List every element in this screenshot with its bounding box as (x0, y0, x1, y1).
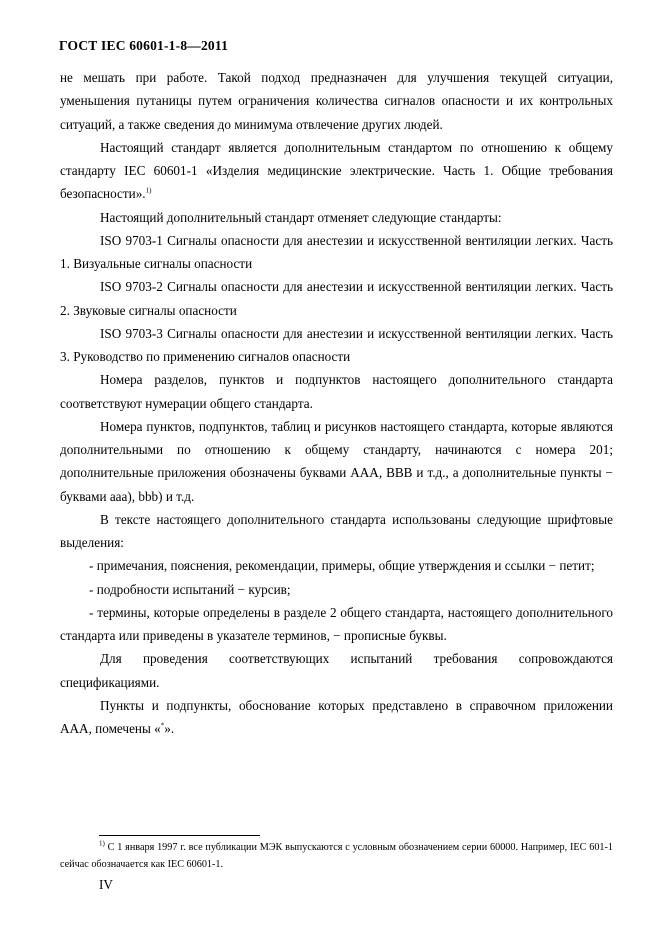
paragraph: Настоящий дополнительный стандарт отменяет следующие стандарты: (100, 209, 502, 225)
paragraph: Пункты и подпункты, обоснование которых представлено в справочном приложении ААА, помечены «*». (60, 697, 613, 736)
paragraph: Настоящий стандарт является дополнительным стандартом по отношению к общему стандарту IEC 60601-1 «Изделия медицинские электрические. Часть 1. Общие требования безопасности».$^{1)}$ (60, 139, 613, 202)
paragraph: Для проведения соответствующих испытаний требования сопровождаются спецификациями. (60, 651, 613, 690)
paragraph: не мешать при работе. Такой подход предназначен для улучшения текущей ситуации, уменьшения путаницы путем ограничения количества сигналов опасности и их контрольных ситуаций, а также сведения до минимума отвлечение других людей. (60, 70, 613, 132)
asterisk-marker: * (160, 721, 165, 730)
paragraph: ISO 9703-2 Сигналы опасности для анестезии и искусственной вентиляции легких. Часть 2. Звуковые сигналы опасности (60, 279, 613, 318)
footnote-separator (99, 835, 260, 836)
paragraph: Номера разделов, пунктов и подпунктов настоящего дополнительного стандарта соответствуют нумерации общего стандарта. (60, 372, 613, 411)
paragraph: В тексте настоящего дополнительного стандарта использованы следующие шрифтовые выделения: (60, 511, 613, 550)
list-item: - подробности испытаний − курсив; (89, 581, 291, 597)
footnote-marker: 1) (99, 839, 105, 848)
paragraph: Номера пунктов, подпунктов, таблиц и рисунков настоящего стандарта, которые являются дополнительными по отношению к общему стандарту, начинаются с номера 201; дополнительные приложения обозначены буквами ААА, ВВВ и т.д., а дополнительные пункты − буквами ааа), bbb) и т.д. (60, 418, 613, 504)
list-item: - примечания, пояснения, рекомендации, примеры, общие утверждения и ссылки − петит; (89, 558, 595, 574)
footnote (60, 839, 613, 873)
footnote-text: С 1 января 1997 г. все публикации МЭК выпускаются с условным обозначением серии 60000. Например, IEC 601-1 сейчас обозначается как IEC 60601-1. (60, 842, 613, 870)
body-text (60, 66, 613, 740)
footnote-reference: 1) (145, 186, 152, 195)
paragraph: ISO 9703-1 Сигналы опасности для анестезии и искусственной вентиляции легких. Часть 1. Визуальные сигналы опасности (60, 232, 613, 271)
paragraph: ISO 9703-3 Сигналы опасности для анестезии и искусственной вентиляции легких. Часть 3. Руководство по применению сигналов опасности (60, 325, 613, 364)
page-number: IV (99, 877, 113, 892)
document-header: ГОСТ IEC 60601-1-8—2011 (59, 38, 229, 53)
list-item: - термины, которые определены в разделе 2 общего стандарта, настоящего дополнительного стандарта или приведены в указателе терминов, − прописные буквы. (60, 604, 613, 643)
